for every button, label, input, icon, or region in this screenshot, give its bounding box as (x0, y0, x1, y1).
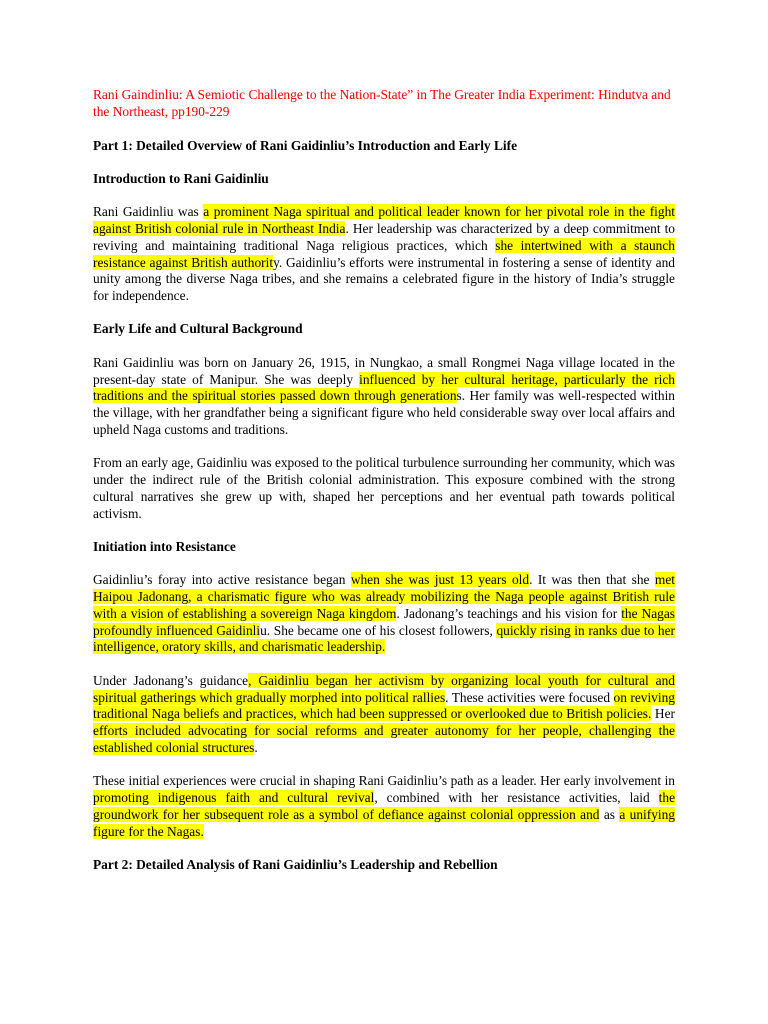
highlighted-text: she intertwined with a staunch resistance against British authorit (93, 237, 675, 270)
highlighted-text: a unifying figure for the Nagas. (93, 806, 675, 839)
highlighted-text: quickly rising in ranks due to her intelligence, oratory skills, and charismatic leadership. (93, 622, 675, 655)
citation-line: Rani Gaindinliu: A Semiotic Challenge to the Nation-State” in The Greater India Experiment: Hindutva and the Northeast, pp190-229 (93, 87, 671, 119)
highlighted-text: efforts included advocating for social reforms and greater autonomy for her people, challenging the established colonial structures (93, 723, 675, 755)
text-run: . It was then that she (529, 572, 655, 588)
part1-heading: Part 1: Detailed Overview of Rani Gaidinliu’s Introduction and Early Life (93, 137, 518, 153)
intro-paragraph (93, 204, 675, 305)
highlighted-text: the groundwork for her subsequent role as a symbol of defiance against colonial oppression and (93, 790, 676, 822)
initiation-paragraph-2 (93, 673, 675, 757)
text-run: s. Her family was well-respected within the village, with her grandfather being a significant figure who held considerable sway over local affairs and upheld Naga customs and traditions. (93, 388, 675, 437)
text-run: Under Jadonang’s guidance (93, 672, 249, 688)
initiation-paragraph-1 (93, 572, 675, 656)
text-run: Gaidinliu’s foray into active resistance began (93, 572, 351, 588)
highlighted-text: influenced by her cultural heritage, particularly the rich traditions and the spiritual stories passed down through generation (93, 371, 675, 404)
highlighted-text: promoting indigenous faith and cultural revival (93, 790, 375, 805)
text-run: , combined with her resistance activities, laid (374, 790, 659, 805)
text-run: . Jadonang’s teachings and his vision for (396, 605, 622, 621)
text-run: Rani Gaidinliu was born on January 26, 1915, in Nungkao, a small Rongmei Naga village located in the present-day state of Manipur. She was deeply (93, 354, 675, 387)
text-run: . These activities were focused (445, 689, 614, 705)
highlighted-text: a prominent Naga spiritual and political leader known for her pivotal role in the fight against British colonial rule in Northeast India (93, 204, 675, 236)
intro-heading: Introduction to Rani Gaidinliu (93, 170, 269, 186)
text-run: u. She became one of his closest followers, (260, 622, 497, 638)
text-run: These initial experiences were crucial in shaping Rani Gaidinliu’s path as a leader. Her early involvement in (93, 773, 675, 789)
document-page (93, 87, 675, 890)
text-run: . Her leadership was characterized by a deep commitment to reviving and maintaining traditional Naga religious practices, which (93, 220, 676, 253)
highlighted-text: the Nagas profoundly influenced Gaidinli (93, 605, 676, 638)
text-run: . (254, 739, 258, 755)
highlighted-text: when she was just 13 years old (350, 572, 530, 588)
text-run: Her (651, 706, 675, 722)
early-life-heading: Early Life and Cultural Background (93, 321, 303, 337)
text-run: y. Gaidinliu’s efforts were instrumental in fostering a sense of identity and unity among the diverse Naga tribes, and she remains a celebrated figure in the history of India’s struggle for independence. (93, 254, 675, 304)
early-life-paragraph-2: From an early age, Gaidinliu was exposed to the political turbulence surrounding her community, which was under the indirect rule of the British colonial administration. This exposure combined with the strong cultural narratives she grew up with, shaped her perceptions and her eventual path towards political activism. (93, 455, 675, 521)
part2-heading: Part 2: Detailed Analysis of Rani Gaidinliu’s Leadership and Rebellion (93, 856, 498, 872)
highlighted-text: met Haipou Jadonang, a charismatic figure who was already mobilizing the Naga people against British rule with a vision of establishing a sovereign Naga kingdom (93, 572, 675, 621)
text-run: as (599, 806, 620, 822)
highlighted-text: , Gaidinliu began her activism by organizing local youth for cultural and spiritual gatherings which gradually morphed into political rallies (93, 672, 675, 705)
text-run: Rani Gaidinliu was (93, 204, 204, 220)
highlighted-text: on reviving traditional Naga beliefs and practices, which had been suppressed or overlooked due to British policies. (93, 689, 675, 722)
early-life-paragraph-1 (93, 355, 675, 439)
initiation-heading: Initiation into Resistance (93, 538, 236, 554)
initiation-paragraph-3 (93, 773, 675, 840)
